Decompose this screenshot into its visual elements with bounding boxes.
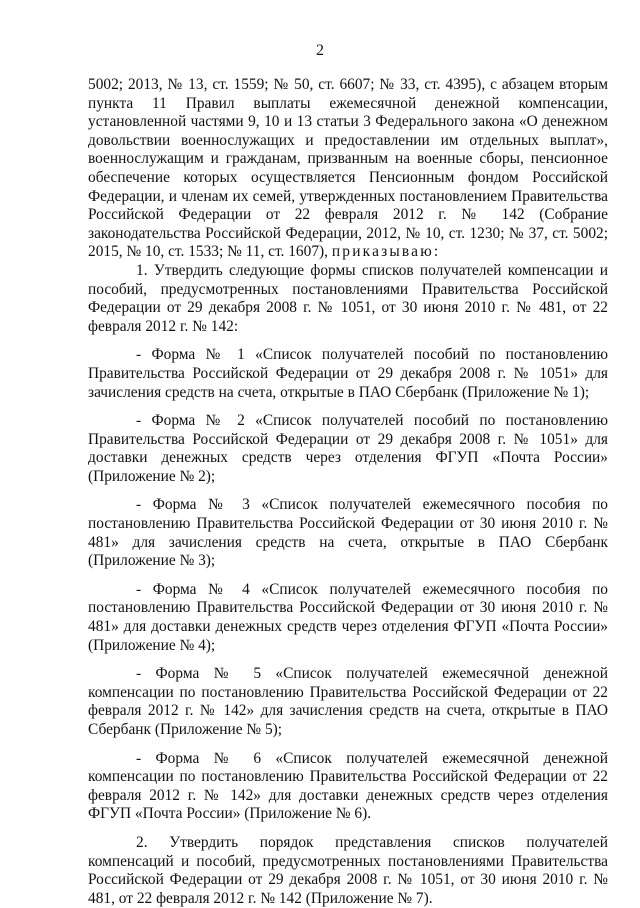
form-2-paragraph: - Форма № 2 «Список получателей пособий по постановлению Правительства Российской Федерации от 29 декабря 2008 г. № 1051» для доставки денежных средств через отделения ФГУП «Почта России» (Приложение № 2); bbox=[88, 412, 608, 485]
document-body bbox=[88, 76, 608, 908]
form-6-paragraph: - Форма № 6 «Список получателей ежемесячной денежной компенсации по постановлению Правительства Российской Федерации от 22 февраля 2012 г. № 142» для доставки денежных средств через отделения ФГУП «Почта России» (Приложение № 6). bbox=[88, 749, 608, 823]
page-number: 2 bbox=[316, 42, 324, 59]
form-3-paragraph: - Форма № 3 «Список получателей ежемесячного пособия по постановлению Правительства Российской Федерации от 30 июня 2010 г. № 481» для зачисления средств на счета, открытые в ПАО Сбербанк (Приложение № 3); bbox=[88, 496, 608, 570]
intro-text: 5002; 2013, № 13, ст. 1559; № 50, ст. 6607; № 33, ст. 4395), с абзацем вторым пункта 11 Правил выплаты ежемесячной денежной компенсации, установленной частями 9, 10 и 13 статьи 3 Федерального закона «О денежном довольствии военнослужащих и предоставлении им отдельных выплат», военнослужащим и гражданам, призванным на военные сборы, пенсионное обеспечение которых осуществляется Пенсионным фондом Российской Федерации, и членам их семей, утвержденных постановлением Правительства Российской Федерации от 22 февраля 2012 г. № 142 (Собрание законодательства Российской Федерации, 2012, № 10, ст. 1230; № 37, ст. 5002; 2015, № 10, ст. 1533; № 11, ст. 1607), bbox=[88, 76, 608, 261]
form-1-paragraph: - Форма № 1 «Список получателей пособий по постановлению Правительства Российской Федерации от 29 декабря 2008 г. № 1051» для зачисления средств на счета, открытые в ПАО Сбербанк (Приложение № 1); bbox=[88, 346, 608, 401]
form-4-paragraph: - Форма № 4 «Список получателей ежемесячного пособия по постановлению Правительства Российской Федерации от 30 июня 2010 г. № 481» для доставки денежных средств через отделения ФГУП «Почта России» (Приложение № 4); bbox=[88, 580, 608, 654]
item-2-paragraph: 2. Утвердить порядок представления списков получателей компенсаций и пособий, предусмотренных постановлениями Правительства Российской Федерации от 29 декабря 2008 г. № 1051, от 30 июня 2010 г. № 481, от 22 февраля 2012 г. № 142 (Приложение № 7). bbox=[88, 833, 608, 907]
item-1-paragraph: 1. Утвердить следующие формы списков получателей компенсации и пособий, предусмотренных постановлениями Правительства Российской Федерации от 29 декабря 2008 г. № 1051, от 30 июня 2010 г. № 481, от 22 февраля 2012 г. № 142: bbox=[88, 261, 608, 335]
intro-paragraph bbox=[88, 76, 608, 262]
form-5-paragraph: - Форма № 5 «Список получателей ежемесячной денежной компенсации по постановлению Правительства Российской Федерации от 22 февраля 2012 г. № 142» для зачисления средств на счета, открытые в ПАО Сбербанк (Приложение № 5); bbox=[88, 665, 608, 738]
order-word: приказываю: bbox=[331, 243, 441, 261]
